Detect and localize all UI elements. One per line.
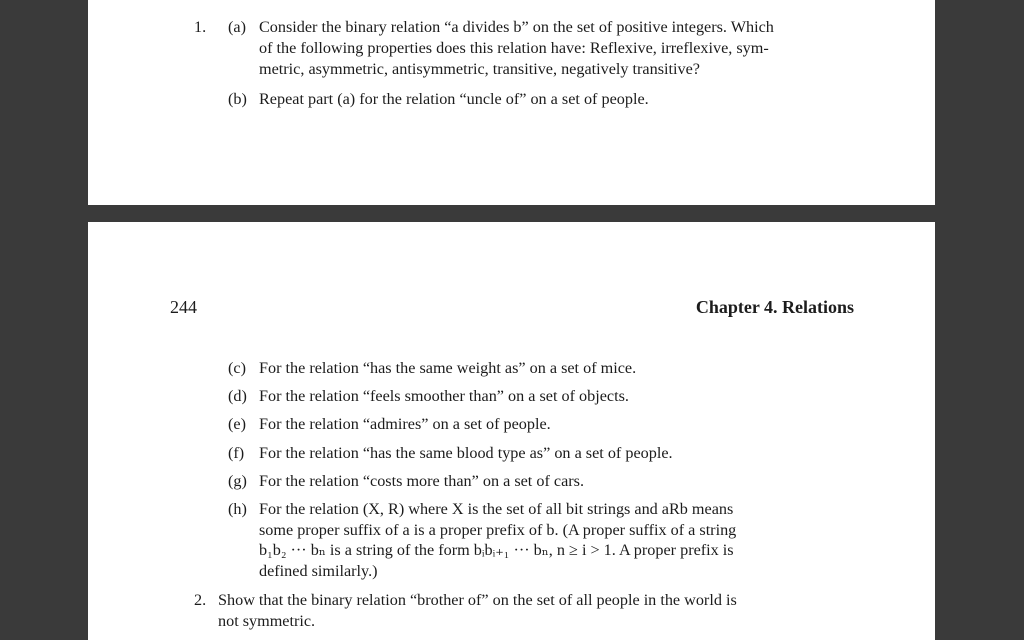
part-g-label: (g) <box>228 472 247 490</box>
problem-2-number: 2. <box>194 591 207 609</box>
part-h-line-4: defined similarly.) <box>259 562 378 580</box>
part-h-line-1: For the relation (X, R) where X is the set of all bit strings and aRb means <box>259 500 734 518</box>
part-a-label: (a) <box>228 18 246 36</box>
part-h-line-3: b₁b₂ ··· bₙ is a string of the form bᵢbᵢ₊₁ ··· bₙ, n ≥ i > 1. A proper prefix is <box>259 541 734 559</box>
page-number: 244 <box>170 297 197 317</box>
part-a-line-2: of the following properties does this relation have: Reflexive, irreflexive, sym- <box>259 39 769 57</box>
page-244 <box>88 222 935 640</box>
part-f-label: (f) <box>228 444 245 462</box>
part-h-line-2: some proper suffix of a is a proper prefix of b. (A proper suffix of a string <box>259 521 737 539</box>
part-a-line-1: Consider the binary relation “a divides b” on the set of positive integers. Which <box>259 18 774 36</box>
part-f-text: For the relation “has the same blood type as” on a set of people. <box>259 444 673 462</box>
part-c-label: (c) <box>228 359 246 377</box>
part-d-label: (d) <box>228 387 247 405</box>
problem-1-number: 1. <box>194 18 207 36</box>
part-e-label: (e) <box>228 415 246 433</box>
problem-2-line-2: not symmetric. <box>218 612 316 630</box>
part-h-label: (h) <box>228 500 247 518</box>
problem-2-line-1: Show that the binary relation “brother of” on the set of all people in the world is <box>218 591 737 609</box>
part-b-label: (b) <box>228 90 247 108</box>
page-top <box>88 0 935 205</box>
part-c-text: For the relation “has the same weight as” on a set of mice. <box>259 359 637 377</box>
part-e-text: For the relation “admires” on a set of people. <box>259 415 551 433</box>
part-g-text: For the relation “costs more than” on a set of cars. <box>259 472 584 490</box>
chapter-title: Chapter 4. Relations <box>695 297 854 317</box>
part-d-text: For the relation “feels smoother than” on a set of objects. <box>259 387 629 405</box>
part-b-text: Repeat part (a) for the relation “uncle of” on a set of people. <box>259 90 649 108</box>
part-a-line-3: metric, asymmetric, antisymmetric, transitive, negatively transitive? <box>259 60 700 78</box>
